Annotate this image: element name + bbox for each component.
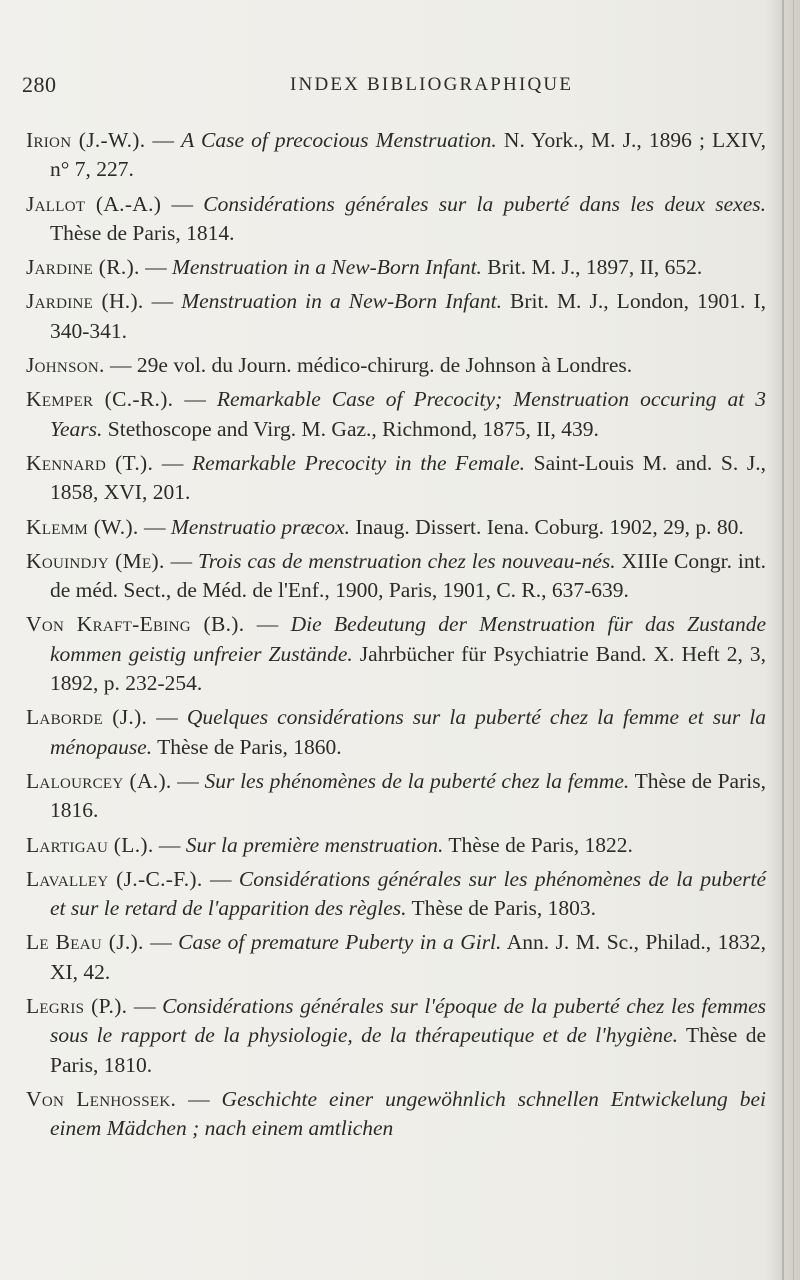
entry-details: Brit. M. J., 1897, II, 652.	[487, 255, 703, 280]
bibliography-entry: Von Lenhossek. — Geschichte einer ungewöhnlich schnellen Entwickelung bei einem Mädchen ; nach einem amtlichen	[26, 1086, 766, 1141]
entry-author: Lartigau (L.).	[26, 832, 154, 857]
entry-details: Thèse de Paris, 1860.	[157, 734, 342, 759]
entry-title: A Case of precocious Menstruation.	[181, 128, 497, 152]
bibliography-entry: Kouindjy (Me). — Trois cas de menstruation chez les nouveau-nés. XIIIe Congr. int. de méd. Sect., de Méd. de l'Enf., 1900, Paris, 1901, C. R., 637-639.	[26, 548, 766, 603]
entry-details: Inaug. Dissert. Iena. Coburg. 1902, 29, p. 80.	[355, 514, 744, 539]
bibliography-entry: Kemper (C.-R.). — Remarkable Case of Precocity; Menstruation occuring at 3 Years. Stethoscope and Virg. M. Gaz., Richmond, 1875, II, 439.	[26, 387, 767, 441]
entry-author: Johnson.	[26, 353, 105, 378]
bibliography-entry: Jallot (A.-A.) — Considérations générales sur la puberté dans les deux sexes. Thèse de Paris, 1814.	[26, 191, 766, 245]
running-head: INDEX BIBLIOGRAPHIQUE	[290, 74, 574, 95]
bibliography-entry: Lartigau (L.). — Sur la première menstruation. Thèse de Paris, 1822.	[26, 832, 633, 857]
entry-author: Laborde (J.).	[26, 705, 148, 730]
bibliography-entry: Jardine (R.). — Menstruation in a New-Born Infant. Brit. M. J., 1897, II, 652.	[26, 255, 703, 280]
entry-title: Sur la première menstruation.	[185, 832, 444, 857]
entry-title: Quelques considérations sur la puberté chez la femme et sur la ménopause.	[50, 705, 767, 759]
bibliography-entry: Johnson. — 29e vol. du Journ. médico-chirurg. de Johnson à Londres.	[26, 353, 633, 378]
entry-details: XIIIe Congr. int. de méd. Sect., de Méd. de l'Enf., 1900, Paris, 1901, C. R., 637-639.	[50, 548, 766, 603]
entry-title: Remarkable Precocity in the Female.	[192, 450, 525, 475]
bibliography-entry: Le Beau (J.). — Case of premature Puberty in a Girl. Ann. J. M. Sc., Philad., 1832, XI, 42.	[26, 930, 766, 984]
entry-author: Von Lenhossek.	[26, 1086, 177, 1111]
entry-author: Klemm (W.).	[26, 514, 139, 539]
entry-details: Saint-Louis M. and. S. J., 1858, XVI, 201.	[50, 450, 767, 505]
bibliography-entry: Klemm (W.). — Menstruatio præcox. Inaug. Dissert. Iena. Coburg. 1902, 29, p. 80.	[26, 514, 744, 539]
entry-details: Thèse de Paris, 1810.	[50, 1023, 766, 1077]
entry-details: 29e vol. du Journ. médico-chirurg. de Johnson à Londres.	[136, 353, 633, 378]
entry-title: Menstruation in a New-Born Infant.	[171, 255, 482, 280]
entry-title: Case of premature Puberty in a Girl.	[178, 930, 502, 955]
entry-author: Jardine (R.).	[26, 255, 140, 280]
entry-author: Jardine (H.).	[26, 289, 144, 314]
page-number: 280	[22, 72, 57, 97]
entry-author: Legris (P.).	[26, 994, 128, 1019]
entry-details: Ann. J. M. Sc., Philad., 1832, XI, 42.	[50, 930, 766, 984]
entry-author: Le Beau (J.).	[26, 930, 144, 955]
entry-title: Menstruation in a New-Born Infant.	[181, 289, 502, 314]
entry-details: Thèse de Paris, 1822.	[448, 832, 633, 857]
entry-details: N. York., M. J., 1896 ; LXIV, n° 7, 227.	[50, 128, 766, 182]
bibliography-entry: Irion (J.-W.). — A Case of precocious Menstruation. N. York., M. J., 1896 ; LXIV, n° 7, 227.	[26, 128, 766, 182]
entry-title: Die Bedeutung der Menstruation für das Zustande kommen geistig unfreier Zustände.	[50, 612, 766, 666]
bibliography-entry: Lalourcey (A.). — Sur les phénomènes de la puberté chez la femme. Thèse de Paris, 1816.	[26, 768, 766, 823]
entry-title: Considérations générales sur la puberté dans les deux sexes.	[203, 191, 766, 216]
entry-title: Considérations générales sur les phénomènes de la puberté et sur le retard de l'apparition des règles.	[50, 866, 767, 921]
bibliography-entry: Jardine (H.). — Menstruation in a New-Born Infant. Brit. M. J., London, 1901. I, 340-341.	[26, 289, 766, 343]
entry-author: Irion (J.-W.).	[26, 128, 146, 152]
entry-details: Jahrbücher für Psychiatrie Band. X. Heft 2, 3, 1892, p. 232-254.	[50, 641, 767, 696]
entry-author: Jallot (A.-A.)	[26, 191, 162, 216]
entry-title: Menstruatio præcox.	[170, 514, 350, 539]
entry-title: Trois cas de menstruation chez les nouveau-nés.	[198, 548, 616, 573]
entry-details: Brit. M. J., London, 1901. I, 340-341.	[50, 289, 766, 343]
bibliography-entry: Laborde (J.). — Quelques considérations sur la puberté chez la femme et sur la ménopause. Thèse de Paris, 1860.	[26, 705, 767, 759]
entry-author: Kouindjy (Me).	[26, 548, 165, 573]
entry-title: Geschichte einer ungewöhnlich schnellen Entwickelung bei einem Mädchen ; nach einem amtlichen	[50, 1086, 766, 1141]
entry-author: Kennard (T.).	[26, 450, 154, 475]
entry-author: Kemper (C.-R.).	[26, 387, 174, 412]
bibliography-entry: Kennard (T.). — Remarkable Precocity in the Female. Saint-Louis M. and. S. J., 1858, XVI, 201.	[26, 450, 767, 505]
page-edge-line	[782, 0, 784, 1280]
entry-title: Sur les phénomènes de la puberté chez la femme.	[204, 768, 630, 793]
bibliography-entry: Von Kraft-Ebing (B.). — Die Bedeutung der Menstruation für das Zustande kommen geistig unfreier Zustände. Jahrbücher für Psychiatrie Band. X. Heft 2, 3, 1892, p. 232-254.	[26, 612, 767, 696]
entry-author: Von Kraft-Ebing (B.).	[26, 612, 245, 637]
entry-details: Thèse de Paris, 1803.	[411, 896, 597, 921]
page-edge-line-outer	[793, 0, 794, 1280]
bibliography-entry: Legris (P.). — Considérations générales sur l'époque de la puberté chez les femmes sous le rapport de la physiologie, de la thérapeutique et de l'hygiène. Thèse de Paris, 1810.	[26, 994, 767, 1077]
page-header	[22, 72, 762, 108]
entry-author: Lalourcey (A.).	[26, 768, 172, 793]
bibliography-list	[26, 126, 766, 1149]
entry-details: Thèse de Paris, 1814.	[50, 220, 235, 245]
entry-title: Considérations générales sur l'époque de la puberté chez les femmes sous le rapport de la physiologie, de la thérapeutique et de l'hygiène.	[50, 994, 767, 1048]
bibliography-entry: Lavalley (J.-C.-F.). — Considérations générales sur les phénomènes de la puberté et sur le retard de l'apparition des règles. Thèse de Paris, 1803.	[26, 866, 767, 921]
entry-author: Lavalley (J.-C.-F.).	[26, 866, 203, 891]
entry-title: Remarkable Case of Precocity; Menstruation occuring at 3 Years.	[50, 387, 767, 441]
entry-details: Stethoscope and Virg. M. Gaz., Richmond, 1875, II, 439.	[107, 416, 599, 441]
entry-details: Thèse de Paris, 1816.	[50, 768, 766, 823]
